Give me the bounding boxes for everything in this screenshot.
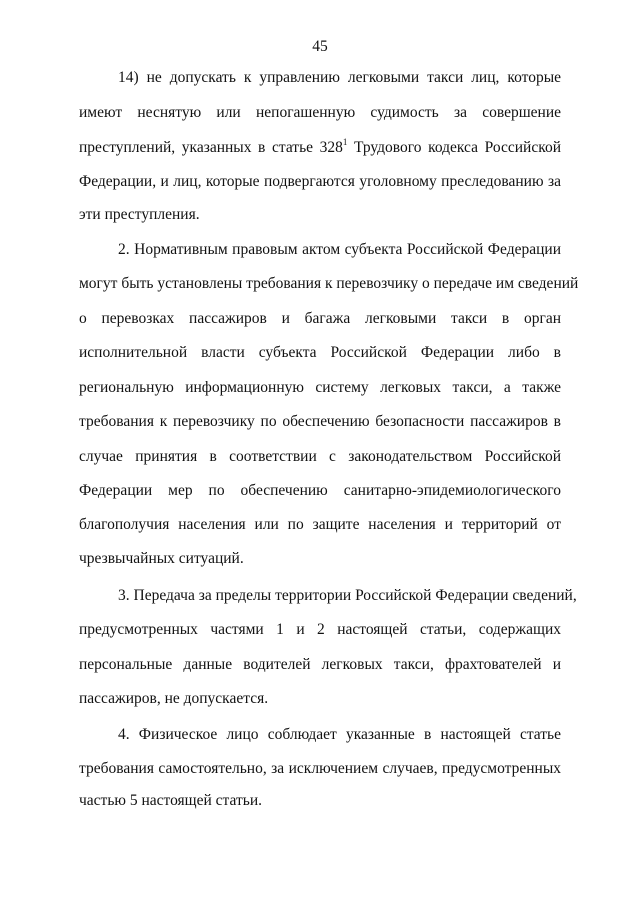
para2-line: могут быть установлены требования к перевозчику о передаче им сведений [79, 275, 579, 292]
para3-line: 3. Передача за пределы территории Российской Федерации сведений, [118, 587, 577, 604]
item14-line-4: Федерации, и лиц, которые подвергаются уголовному преследованию за [79, 173, 561, 190]
para2-line: 2. Нормативным правовым актом субъекта Российской Федерации [118, 241, 561, 258]
para2-line: случае принятия в соответствии с законодательством Российской [79, 448, 561, 465]
para2-line: Федерации мер по обеспечению санитарно-эпидемиологического [79, 482, 561, 499]
para4-line: требования самостоятельно, за исключением случаев, предусмотренных [79, 760, 561, 777]
item14-line-3-text: преступлений, указанных в статье 328 [79, 139, 343, 156]
item14-line-5: эти преступления. [79, 206, 200, 223]
page-number: 45 [312, 38, 328, 55]
para3-line: персональные данные водителей легковых такси, фрахтователей и [79, 656, 561, 673]
para3-line: пассажиров, не допускается. [79, 690, 269, 707]
para2-line: исполнительной власти субъекта Российской Федерации либо в [79, 344, 561, 361]
para2-line: благополучия населения или по защите населения и территорий от [79, 516, 561, 533]
para3-line: предусмотренных частями 1 и 2 настоящей статьи, содержащих [79, 621, 561, 638]
para2-line: о перевозках пассажиров и багажа легковыми такси в орган [79, 310, 561, 327]
para4-line: частью 5 настоящей статьи. [79, 792, 263, 809]
item14-line-2: имеют неснятую или непогашенную судимость за совершение [79, 104, 561, 121]
item14-line-3 [79, 138, 561, 158]
para4-line: 4. Физическое лицо соблюдает указанные в настоящей статье [118, 726, 561, 743]
para2-line: региональную информационную систему легковых такси, а также [79, 379, 561, 396]
para2-line: чрезвычайных ситуаций. [79, 550, 244, 567]
para2-line: требования к перевозчику по обеспечению безопасности пассажиров в [79, 413, 561, 430]
article-superscript: 1 [342, 137, 348, 147]
item14-line-1: 14) не допускать к управлению легковыми такси лиц, которые [118, 69, 561, 86]
item14-line-3-text-end: Трудового кодекса Российской [347, 139, 561, 156]
